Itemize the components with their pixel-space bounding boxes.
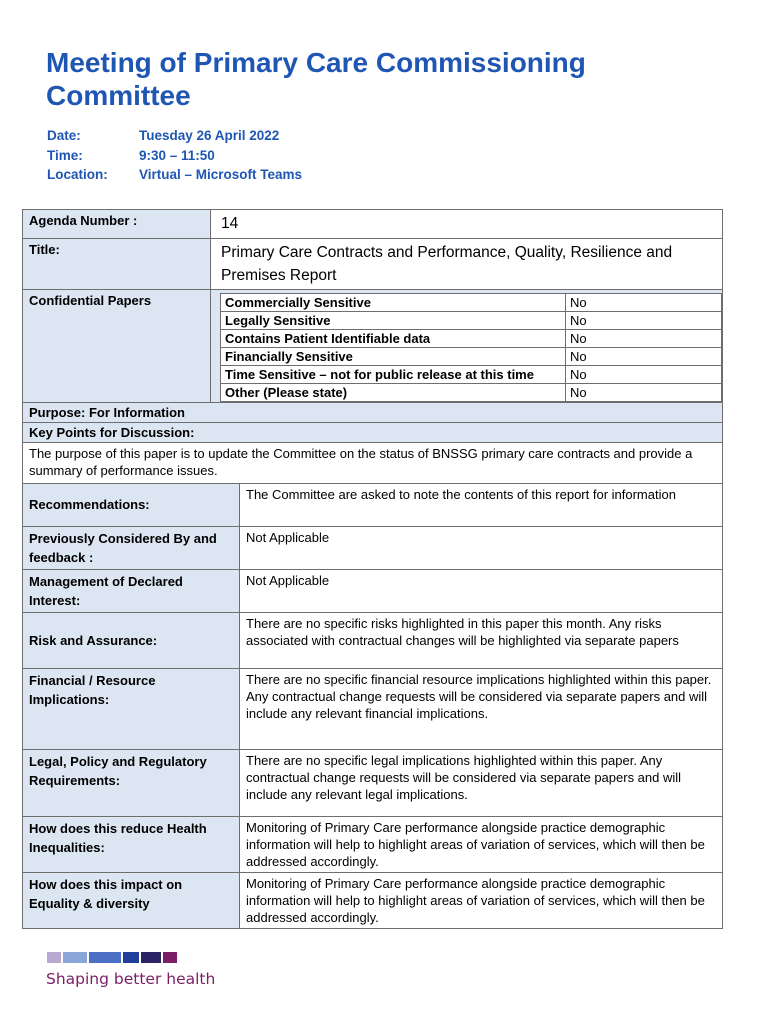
brand-bar-segment [123, 952, 139, 963]
title-value: Primary Care Contracts and Performance, Quality, Resilience and Premises Report [211, 239, 723, 290]
agenda-number-value: 14 [211, 210, 723, 239]
agenda-number-label: Agenda Number : [23, 210, 211, 239]
confidential-row [221, 330, 722, 348]
confidential-item: Legally Sensitive [221, 312, 566, 330]
confidential-value: No [566, 312, 722, 330]
date-value: Tuesday 26 April 2022 [139, 128, 280, 143]
location-value: Virtual – Microsoft Teams [139, 167, 303, 182]
declared-interest-value: Not Applicable [240, 569, 723, 612]
confidential-value: No [566, 366, 722, 384]
equality-diversity-label: How does this impact on Equality & diversity [23, 872, 240, 928]
brand-color-bar [47, 952, 177, 963]
confidential-cell [211, 290, 723, 403]
meeting-details [47, 128, 302, 187]
confidential-row [221, 348, 722, 366]
confidential-row [221, 294, 722, 312]
confidential-label: Confidential Papers [23, 290, 211, 403]
recommendations-label: Recommendations: [23, 484, 240, 526]
purpose-row: Purpose: For Information [23, 403, 723, 423]
financial-value: There are no specific financial resource implications highlighted within this paper. Any contractual change requests will be considered via separate papers and will include any relevant financial implications. [240, 668, 723, 749]
key-points-text: The purpose of this paper is to update the Committee on the status of BNSSG primary care contracts and provide a summary of performance issues. [23, 443, 723, 484]
confidential-item: Time Sensitive – not for public release at this time [221, 366, 566, 384]
risk-label: Risk and Assurance: [23, 612, 240, 668]
recommendations-value: The Committee are asked to note the contents of this report for information [240, 484, 723, 526]
cover-sheet-table [22, 209, 722, 929]
confidential-item: Financially Sensitive [221, 348, 566, 366]
confidential-item: Other (Please state) [221, 384, 566, 402]
legal-label: Legal, Policy and Regulatory Requirements: [23, 749, 240, 816]
confidential-table [220, 293, 722, 402]
document-title: Meeting of Primary Care Commissioning Committee [46, 47, 586, 111]
confidential-value: No [566, 294, 722, 312]
confidential-value: No [566, 348, 722, 366]
legal-value: There are no specific legal implications highlighted within this paper. Any contractual change requests will be considered via separate papers and will include any relevant legal implications. [240, 749, 723, 816]
title-label: Title: [23, 239, 211, 290]
location-label: Location: [47, 167, 108, 182]
time-label: Time: [47, 147, 83, 163]
brand-bar-segment [63, 952, 87, 963]
brand-bar-segment [141, 952, 161, 963]
previously-considered-value: Not Applicable [240, 526, 723, 569]
equality-diversity-value: Monitoring of Primary Care performance alongside practice demographic information will help to highlight areas of variation of services, which will then be addressed accordingly. [240, 872, 723, 928]
declared-interest-label: Management of Declared Interest: [23, 569, 240, 612]
previously-considered-label: Previously Considered By and feedback : [23, 526, 240, 569]
date-label: Date: [47, 128, 81, 143]
risk-value: There are no specific risks highlighted in this paper this month. Any risks associated with contractual changes will be highlighted via separate papers [240, 612, 723, 668]
health-inequalities-label: How does this reduce Health Inequalities: [23, 816, 240, 872]
confidential-row [221, 312, 722, 330]
health-inequalities-value: Monitoring of Primary Care performance alongside practice demographic information will help to highlight areas of variation of services, which will then be addressed accordingly. [240, 816, 723, 872]
confidential-row [221, 384, 722, 402]
confidential-value: No [566, 330, 722, 348]
time-value: 9:30 – 11:50 [139, 147, 215, 163]
confidential-item: Commercially Sensitive [221, 294, 566, 312]
brand-bar-segment [89, 952, 121, 963]
brand-bar-segment [163, 952, 177, 963]
financial-label: Financial / Resource Implications: [23, 668, 240, 749]
logo-tagline: Shaping better health [46, 970, 216, 988]
confidential-row [221, 366, 722, 384]
confidential-value: No [566, 384, 722, 402]
key-points-label: Key Points for Discussion: [23, 423, 723, 443]
brand-bar-segment [47, 952, 61, 963]
confidential-item: Contains Patient Identifiable data [221, 330, 566, 348]
